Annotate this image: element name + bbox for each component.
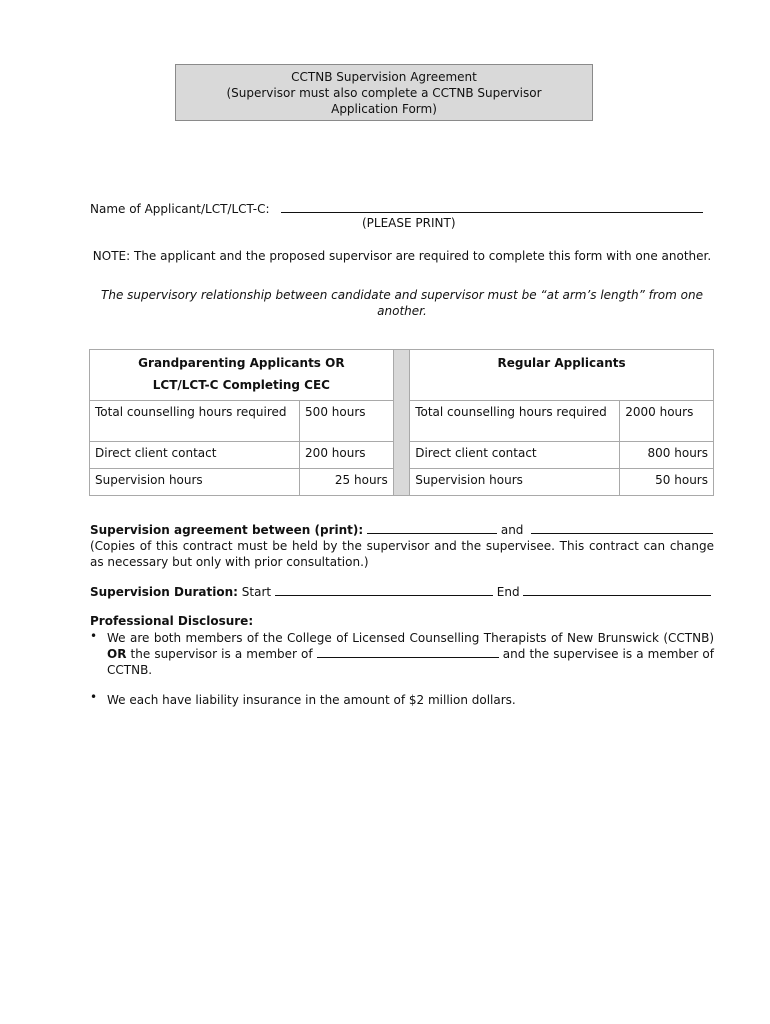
agreement-row (90, 522, 713, 537)
right-label-cell: Direct client contact (410, 442, 620, 469)
agreement-label: Supervision agreement between (print): (90, 523, 364, 537)
supervisee-name-field[interactable] (531, 522, 713, 534)
left-label-cell: Direct client contact (90, 442, 300, 469)
bullet-1-text-a: We are both members of the College of Licensed Counselling Therapists of New Brunswick (CCTNB) (107, 631, 714, 645)
bullet-1-or: OR (107, 647, 127, 661)
form-subtitle-line1: (Supervisor must also complete a CCTNB Supervisor (226, 86, 542, 100)
right-label-cell: Supervision hours (410, 469, 620, 496)
note-text: NOTE: The applicant and the proposed supervisor are required to complete this form with one another. (92, 249, 712, 263)
left-value-cell: 200 hours (300, 442, 394, 469)
duration-end-field[interactable] (523, 584, 711, 596)
left-label-cell: Supervision hours (90, 469, 300, 496)
form-title: CCTNB Supervision Agreement (291, 70, 477, 84)
bullet-1-text-c: and the supervisee is a member of CCTNB. (107, 647, 714, 677)
duration-start-field[interactable] (275, 584, 493, 596)
disclosure-bullet-1 (107, 630, 714, 678)
agreement-note: (Copies of this contract must be held by the supervisor and the supervisee. This contract can change as necessary but only with prior consultation.) (90, 539, 714, 569)
grandparenting-header (90, 350, 394, 401)
arms-length-note: The supervisory relationship between candidate and supervisor must be “at arm’s length” from one another. (101, 288, 703, 318)
applicant-name-label: Name of Applicant/LCT/LCT-C: (90, 202, 270, 216)
duration-end-label: End (496, 585, 520, 599)
disclosure-bullet-2: We each have liability insurance in the amount of $2 million dollars. (107, 693, 516, 707)
left-value-cell: 500 hours (300, 401, 394, 442)
left-value-cell: 25 hours (300, 469, 394, 496)
applicant-name-field[interactable] (281, 201, 703, 213)
table-divider (393, 350, 409, 496)
table-header-row (90, 350, 714, 401)
bullet-icon: • (90, 690, 98, 704)
right-label-cell: Total counselling hours required (410, 401, 620, 442)
right-value-cell: 50 hours (620, 469, 714, 496)
supervisor-name-field[interactable] (367, 522, 497, 534)
form-title-box (175, 64, 593, 121)
bullet-icon: • (90, 629, 98, 643)
grandparenting-header-line2: LCT/LCT-C Completing CEC (152, 378, 330, 392)
form-subtitle-line2: Application Form) (331, 102, 437, 116)
duration-start-label: Start (241, 585, 272, 599)
supervisor-college-field[interactable] (317, 646, 499, 658)
please-print-hint: (PLEASE PRINT) (362, 216, 456, 230)
regular-header: Regular Applicants (410, 350, 714, 401)
duration-row (90, 584, 711, 599)
right-value-cell: 800 hours (620, 442, 714, 469)
right-value-cell: 2000 hours (620, 401, 714, 442)
bullet-1-text-b: the supervisor is a member of (130, 647, 313, 661)
hours-table (89, 349, 714, 496)
duration-label: Supervision Duration: (90, 585, 238, 599)
agreement-and: and (500, 523, 524, 537)
applicant-name-row (90, 201, 703, 216)
left-label-cell: Total counselling hours required (90, 401, 300, 442)
grandparenting-header-line1: Grandparenting Applicants OR (138, 356, 345, 370)
disclosure-heading: Professional Disclosure: (90, 614, 254, 628)
